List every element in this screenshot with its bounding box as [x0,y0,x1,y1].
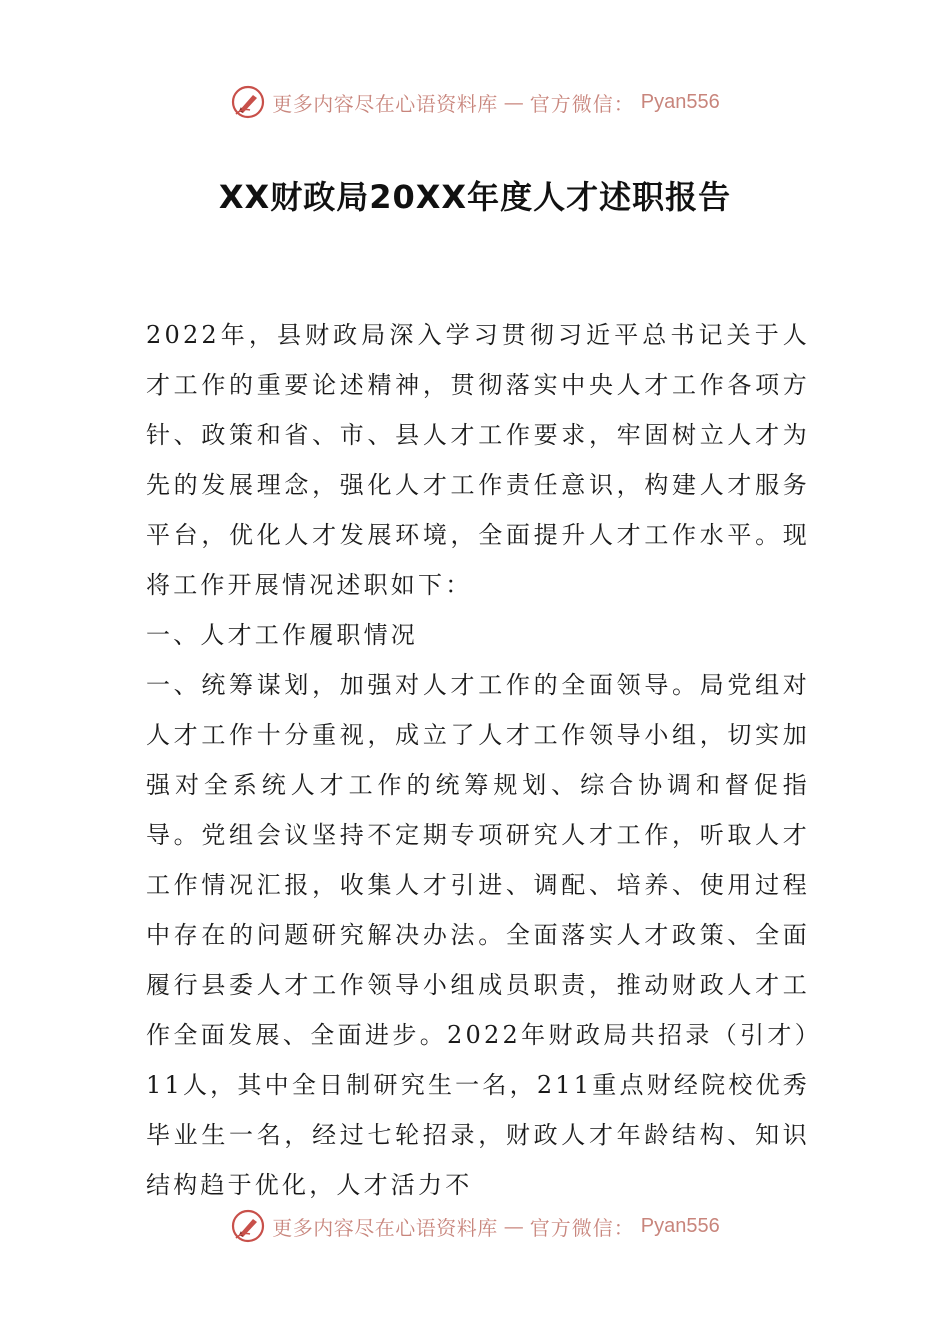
document-body [146,310,810,1210]
banner-wechat-label: 官方微信： [529,91,635,116]
footer-watermark-banner [0,1208,950,1244]
body-paragraph: 一、统筹谋划，加强对人才工作的全面领导。局党组对人才工作十分重视，成立了人才工作领导小组，切实加强对全系统人才工作的统筹规划、综合协调和督促指导。党组会议坚持不定期专项研究人才工作，听取人才工作情况汇报，收集人才引进、调配、培养、使用过程中存在的问题研究解决办法。全面落实人才政策、全面履行县委人才工作领导小组成员职责，推动财政人才工作全面发展、全面进步。2022年财政局共招录（引才）11人，其中全日制研究生一名，211重点财经院校优秀毕业生一名，经过七轮招录，财政人才年龄结构、知识结构趋于优化，人才活力不 [146,671,810,1199]
banner-text: 更多内容尽在心语资料库 [272,1215,498,1240]
section-heading: 一、人才工作履职情况 [146,621,418,649]
banner-text: 更多内容尽在心语资料库 [272,91,498,116]
banner-wechat-label: 官方微信： [529,1215,635,1240]
banner-separator: — [503,90,524,114]
banner-wechat-handle: Pyan556 [640,90,720,113]
banner-separator: — [503,1214,524,1238]
document-title: XX财政局20XX年度人才述职报告 [218,178,732,216]
intro-paragraph: 2022年，县财政局深入学习贯彻习近平总书记关于人才工作的重要论述精神，贯彻落实中央人才工作各项方针、政策和省、市、县人才工作要求，牢固树立人才为先的发展理念，强化人才工作责任意识，构建人才服务平台，优化人才发展环境，全面提升人才工作水平。现将工作开展情况述职如下： [146,321,810,599]
pen-logo-icon [230,84,266,120]
header-watermark-banner [0,84,950,120]
banner-wechat-handle: Pyan556 [640,1214,720,1237]
pen-logo-icon [230,1208,266,1244]
